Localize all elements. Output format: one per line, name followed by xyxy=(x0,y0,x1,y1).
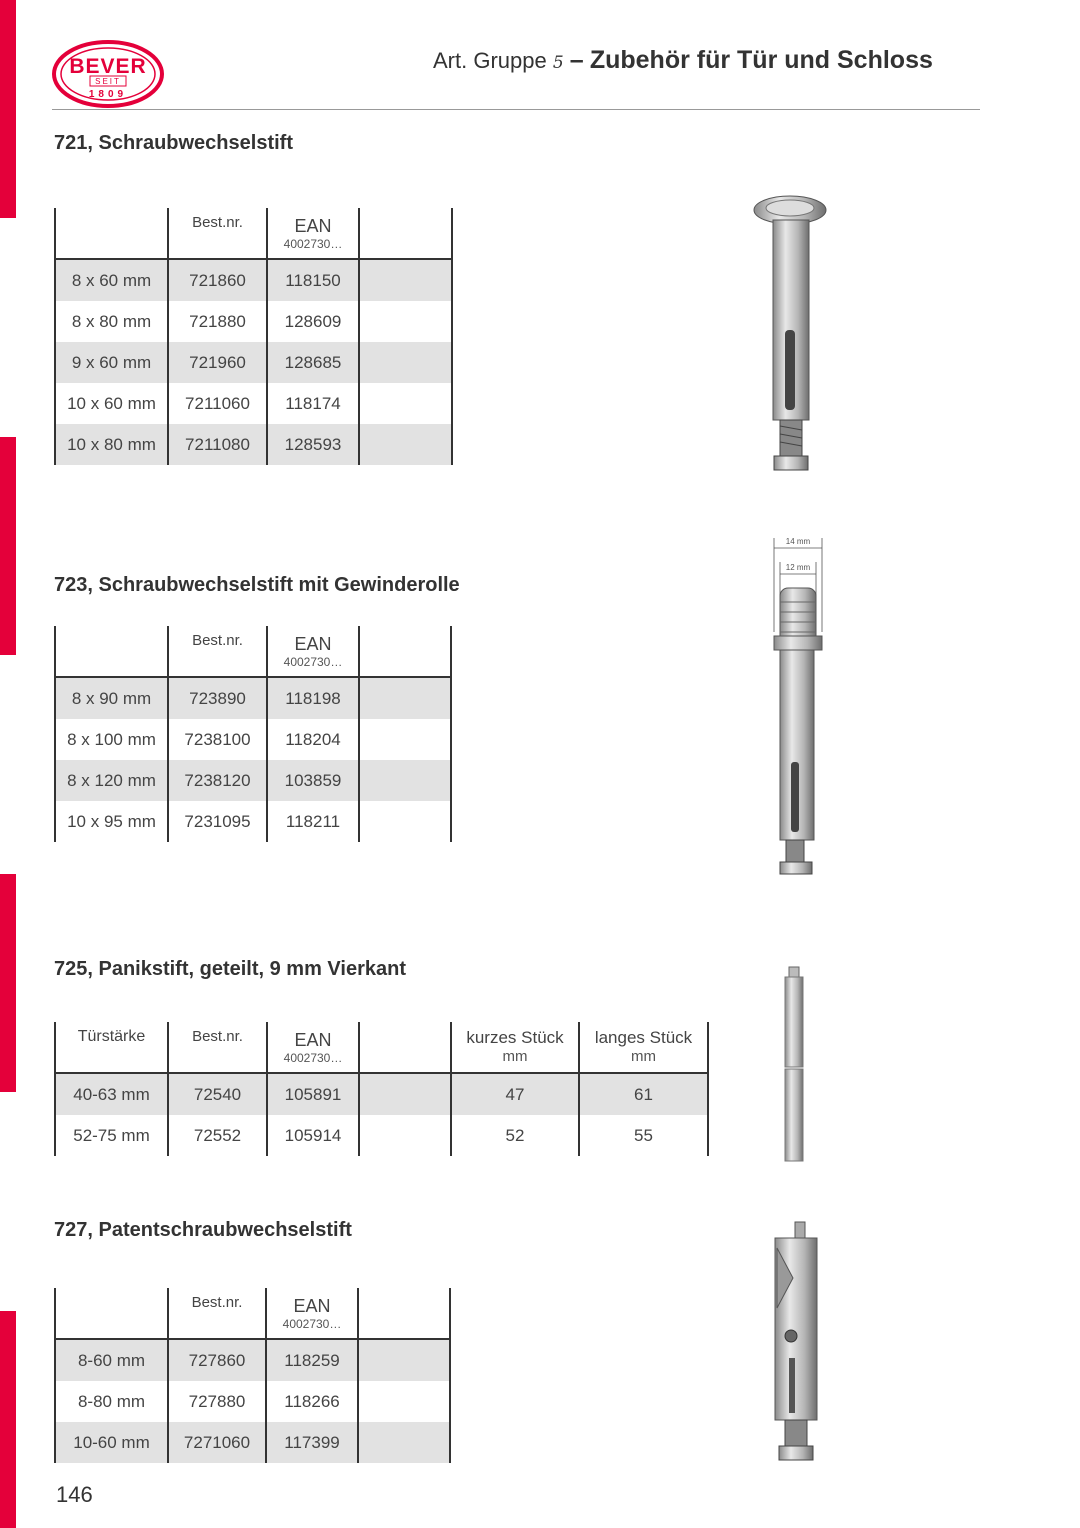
side-tab xyxy=(0,1311,16,1528)
table-row xyxy=(55,424,452,465)
col-header xyxy=(359,1022,451,1073)
ean-cell: 128593 xyxy=(267,424,359,465)
table-row xyxy=(55,301,452,342)
table-row xyxy=(55,719,451,760)
ean-cell: 105891 xyxy=(267,1073,359,1115)
svg-text:SEIT: SEIT xyxy=(95,77,121,86)
bestnr-cell: 723890 xyxy=(168,677,267,719)
col-header-ean: EAN xyxy=(293,1296,331,1316)
bestnr-cell: 727860 xyxy=(168,1339,266,1381)
bever-logo xyxy=(52,40,164,108)
size-cell: 10 x 80 mm xyxy=(55,424,168,465)
size-cell: 8 x 120 mm xyxy=(55,760,168,801)
ean-prefix: 4002730… xyxy=(283,237,343,251)
bestnr-cell: 72552 xyxy=(168,1115,267,1156)
ean-cell: 128609 xyxy=(267,301,359,342)
product-image-723 xyxy=(740,532,850,882)
section-title: 723, Schraubwechselstift mit Gewinderolle xyxy=(54,574,460,596)
header-dash: – xyxy=(569,46,584,74)
table-row xyxy=(55,1422,450,1463)
col-header xyxy=(55,626,168,677)
size-cell: 8 x 90 mm xyxy=(55,677,168,719)
table-row xyxy=(55,1073,708,1115)
table-row xyxy=(55,1115,708,1156)
col-header xyxy=(359,208,452,259)
spec-table-727 xyxy=(54,1288,451,1463)
product-image-727 xyxy=(755,1218,835,1468)
col-header-kurzes-stueck: kurzes Stück xyxy=(466,1028,564,1047)
svg-text:BEVER: BEVER xyxy=(69,55,147,78)
header-prefix: Art. Gruppe xyxy=(433,48,547,73)
bestnr-cell: 7211060 xyxy=(168,383,267,424)
bestnr-cell: 727880 xyxy=(168,1381,266,1422)
bestnr-cell: 7238100 xyxy=(168,719,267,760)
dim-inner-label: 12 mm xyxy=(785,563,811,572)
col-header-tuerstaerke: Türstärke xyxy=(77,1028,146,1045)
lang-cell: 61 xyxy=(579,1073,708,1115)
size-cell: 8-80 mm xyxy=(55,1381,168,1422)
size-cell: 8 x 60 mm xyxy=(55,259,168,301)
bestnr-cell: 721860 xyxy=(168,259,267,301)
table-row xyxy=(55,1339,450,1381)
ean-cell: 118150 xyxy=(267,259,359,301)
table-row xyxy=(55,1381,450,1422)
side-tab xyxy=(0,0,16,218)
col-header-unit: mm xyxy=(502,1048,528,1065)
bestnr-cell: 7231095 xyxy=(168,801,267,842)
size-cell: 10 x 95 mm xyxy=(55,801,168,842)
table-row xyxy=(55,259,452,301)
table-row xyxy=(55,383,452,424)
side-tab xyxy=(0,874,16,1092)
ean-cell: 118211 xyxy=(267,801,359,842)
size-cell: 9 x 60 mm xyxy=(55,342,168,383)
header-group: 5 xyxy=(552,53,564,73)
spec-table-721 xyxy=(54,208,453,465)
bestnr-cell: 721960 xyxy=(168,342,267,383)
side-tab xyxy=(0,437,16,655)
col-header-ean: EAN xyxy=(294,1030,332,1050)
dim-outer-label: 14 mm xyxy=(785,537,811,546)
spec-table-723 xyxy=(54,626,452,842)
col-header xyxy=(55,208,168,259)
ean-cell: 118204 xyxy=(267,719,359,760)
page-header xyxy=(433,46,933,75)
ean-cell: 128685 xyxy=(267,342,359,383)
lang-cell: 55 xyxy=(579,1115,708,1156)
table-row xyxy=(55,801,451,842)
product-image-721 xyxy=(740,190,840,480)
ean-cell: 103859 xyxy=(267,760,359,801)
ean-cell: 117399 xyxy=(266,1422,358,1463)
ean-cell: 118174 xyxy=(267,383,359,424)
bestnr-cell: 72540 xyxy=(168,1073,267,1115)
header-title: Zubehör für Tür und Schloss xyxy=(589,46,933,74)
ean-cell: 118259 xyxy=(266,1339,358,1381)
size-cell: 10-60 mm xyxy=(55,1422,168,1463)
bestnr-cell: 7211080 xyxy=(168,424,267,465)
col-header xyxy=(358,1288,450,1339)
section-title: 727, Patentschraubwechselstift xyxy=(54,1219,352,1241)
col-header-ean: EAN xyxy=(294,634,332,654)
table-row xyxy=(55,677,451,719)
tuerstaerke-cell: 52-75 mm xyxy=(55,1115,168,1156)
bestnr-cell: 7271060 xyxy=(168,1422,266,1463)
ean-prefix: 4002730… xyxy=(283,655,343,669)
tuerstaerke-cell: 40-63 mm xyxy=(55,1073,168,1115)
kurz-cell: 52 xyxy=(451,1115,579,1156)
product-image-725 xyxy=(770,965,820,1165)
ean-cell: 118198 xyxy=(267,677,359,719)
svg-text:1809: 1809 xyxy=(88,89,128,100)
col-header-unit: mm xyxy=(631,1048,656,1065)
section-title: 721, Schraubwechselstift xyxy=(54,132,293,154)
col-header-bestnr: Best.nr. xyxy=(192,632,243,649)
ean-prefix: 4002730… xyxy=(282,1317,342,1331)
col-header-bestnr: Best.nr. xyxy=(192,214,243,231)
page-number: 146 xyxy=(56,1482,93,1507)
spec-table-725 xyxy=(54,1022,709,1156)
ean-prefix: 4002730… xyxy=(283,1051,343,1065)
col-header xyxy=(55,1288,168,1339)
bestnr-cell: 721880 xyxy=(168,301,267,342)
header-rule xyxy=(52,109,980,110)
size-cell: 8 x 100 mm xyxy=(55,719,168,760)
ean-cell: 105914 xyxy=(267,1115,359,1156)
kurz-cell: 47 xyxy=(451,1073,579,1115)
bestnr-cell: 7238120 xyxy=(168,760,267,801)
table-row xyxy=(55,342,452,383)
table-row xyxy=(55,760,451,801)
ean-cell: 118266 xyxy=(266,1381,358,1422)
col-header xyxy=(359,626,451,677)
col-header-bestnr: Best.nr. xyxy=(191,1294,243,1311)
size-cell: 8 x 80 mm xyxy=(55,301,168,342)
section-title: 725, Panikstift, geteilt, 9 mm Vierkant xyxy=(54,958,406,980)
col-header-bestnr: Best.nr. xyxy=(192,1028,243,1045)
col-header-ean: EAN xyxy=(294,216,332,236)
size-cell: 8-60 mm xyxy=(55,1339,168,1381)
col-header-langes-stueck: langes Stück xyxy=(594,1028,693,1047)
size-cell: 10 x 60 mm xyxy=(55,383,168,424)
